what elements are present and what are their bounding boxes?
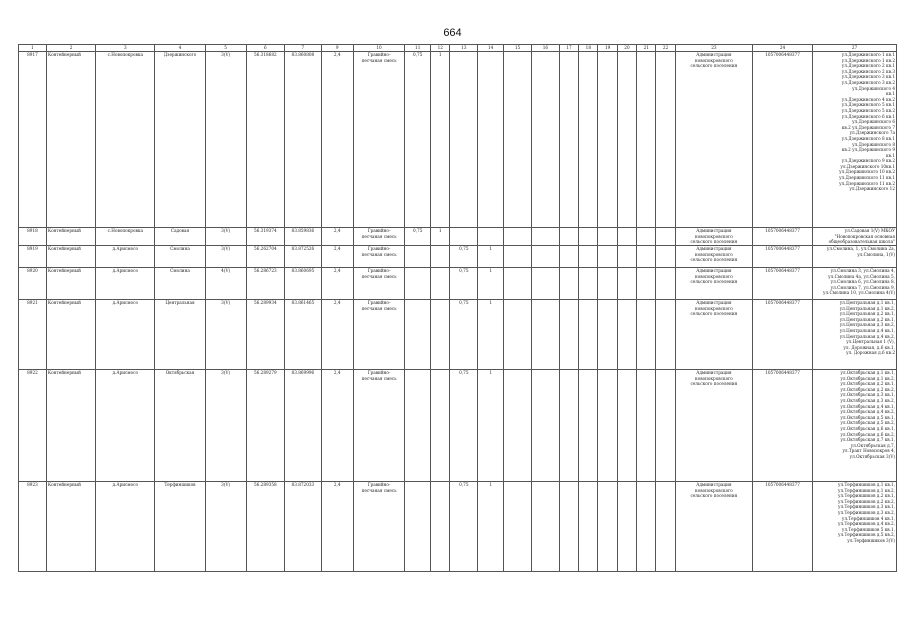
cell-c13: 0,75: [450, 246, 478, 268]
cell-type: Контейнерный: [46, 228, 95, 246]
cell-type: Контейнерный: [46, 268, 95, 300]
cell-owner: Администрация новопокровского сельского поселения: [675, 370, 752, 482]
cell-c16: [531, 246, 559, 268]
cell-c16: [531, 482, 559, 572]
cell-surface: Гравийно- песчаная смесь: [353, 268, 405, 300]
cell-addresses: ул.Терфиншиков д.1 кв.1, ул.Терфиншиков д.1 кв.2, ул.Терфиншиков д.2 кв.1, ул.Терфиншиков д.2 кв.2, ул.Терфиншиков д.3 кв.1, ул.Терфиншиков д.3 кв.2, ул.Терфиншиков 4 кв.1, ул.Терфиншиков д.4 кв.2, ул.Терфиншиков 5 кв.1, ул.Терфиншиков д.5 кв.2, ул.Терфиншиков 3(V): [813, 482, 897, 572]
cell-ogrn: 1057006448377: [753, 482, 813, 572]
cell-street: Дзержинского: [155, 52, 205, 228]
cell-type: Контейнерный: [46, 370, 95, 482]
cell-lon: 83.860808: [285, 52, 321, 228]
column-number-header: 27: [813, 45, 897, 52]
column-number-header: 17: [559, 45, 578, 52]
cell-c16: [531, 268, 559, 300]
cell-ogrn: 1057006448377: [753, 52, 813, 228]
cell-lat: 56.319374: [246, 228, 285, 246]
cell-c20: [617, 370, 636, 482]
cell-c15: [504, 246, 532, 268]
cell-c12: 1: [431, 52, 450, 228]
cell-c20: [617, 52, 636, 228]
cell-lon: 83.872033: [285, 482, 321, 572]
cell-c16: [531, 228, 559, 246]
cell-area: 2,4: [321, 246, 353, 268]
cell-c12: [431, 300, 450, 370]
cell-num: 8918: [19, 228, 47, 246]
cell-lon: 83.860695: [285, 268, 321, 300]
cell-area: 2,4: [321, 482, 353, 572]
cell-c22: [656, 370, 675, 482]
table-row: [19, 52, 897, 228]
cell-c19: [598, 246, 617, 268]
cell-c15: [504, 268, 532, 300]
cell-addresses: ул.Октябрьская д.1 кв.1, ул.Октябрьская д.1 кв.2, ул.Октябрьская д.2 кв.1, ул.Октябрьская д.2 кв.2, ул.Октябрьская д.3 кв.1, ул.Октябрьская д.3 кв.2, ул.Октябрьская д.4 кв.1, ул.Октябрьская д.4 кв.2, ул.Октябрьская д.5 кв.1, ул.Октябрьская д.5 кв.2, ул.Октябрьская д.6 кв.1, ул.Октябрьская д.6 кв.2, ул.Октябрьская д.7 кв.1, ул.Октябрьская д.7, ул.Тракт Новопокров 4, ул.Октябрьская 3(V): [813, 370, 897, 482]
cell-c13: 0,75: [450, 300, 478, 370]
cell-c12: [431, 268, 450, 300]
cell-c19: [598, 52, 617, 228]
cell-c21: [637, 228, 656, 246]
cell-street: Смолина: [155, 246, 205, 268]
cell-c16: [531, 370, 559, 482]
registry-table: [18, 44, 897, 572]
cell-lat: 56.318682: [246, 52, 285, 228]
column-number-header: 14: [478, 45, 504, 52]
column-number-header: 5: [205, 45, 246, 52]
cell-type: Контейнерный: [46, 482, 95, 572]
cell-c14: 1: [478, 482, 504, 572]
cell-c22: [656, 300, 675, 370]
cell-num: 8919: [19, 246, 47, 268]
cell-c12: 1: [431, 228, 450, 246]
cell-c5: 3(V): [205, 482, 246, 572]
cell-c15: [504, 300, 532, 370]
cell-locality: д.Арисмосо: [96, 300, 155, 370]
cell-ogrn: 1057006448377: [753, 268, 813, 300]
cell-c20: [617, 268, 636, 300]
cell-lat: 56.289279: [246, 370, 285, 482]
cell-lon: 83.861465: [285, 300, 321, 370]
cell-lat: 56.286723: [246, 268, 285, 300]
cell-c5: 3(V): [205, 228, 246, 246]
cell-c12: [431, 482, 450, 572]
cell-c21: [637, 482, 656, 572]
column-number-header: 21: [637, 45, 656, 52]
cell-c17: [559, 246, 578, 268]
cell-c11: [405, 370, 431, 482]
cell-c17: [559, 370, 578, 482]
cell-surface: Гравийно- песчаная смесь: [353, 370, 405, 482]
cell-street: Смолина: [155, 268, 205, 300]
cell-street: Терфиншиков: [155, 482, 205, 572]
cell-lat: 56.262704: [246, 246, 285, 268]
column-number-header: 20: [617, 45, 636, 52]
cell-c12: [431, 370, 450, 482]
cell-owner: Администрация новопокровского сельского поселения: [675, 300, 752, 370]
column-number-header: 4: [155, 45, 205, 52]
cell-c22: [656, 228, 675, 246]
cell-c18: [579, 246, 598, 268]
cell-c22: [656, 52, 675, 228]
cell-c21: [637, 246, 656, 268]
cell-c13: [450, 228, 478, 246]
column-number-header: 7: [285, 45, 321, 52]
cell-c18: [579, 370, 598, 482]
cell-c18: [579, 268, 598, 300]
cell-type: Контейнерный: [46, 300, 95, 370]
cell-c15: [504, 370, 532, 482]
cell-c13: 0,75: [450, 370, 478, 482]
cell-num: 8922: [19, 370, 47, 482]
cell-c21: [637, 268, 656, 300]
cell-c11: [405, 246, 431, 268]
cell-c17: [559, 482, 578, 572]
cell-owner: Администрация новопокровского сельского поселения: [675, 52, 752, 228]
column-number-header: 10: [353, 45, 405, 52]
cell-addresses: ул.Садовая 1(V) МКОУ "Новопокровская основная общеобразовательная школа": [813, 228, 897, 246]
cell-street: Октябрьская: [155, 370, 205, 482]
cell-lat: 56.289934: [246, 300, 285, 370]
column-number-row: [19, 45, 897, 52]
cell-c19: [598, 370, 617, 482]
cell-c5: 3(V): [205, 370, 246, 482]
cell-addresses: ул.Смолина, 1, ул.Смолина 2а, ул.Смолина, 1(V): [813, 246, 897, 268]
cell-area: 2,4: [321, 228, 353, 246]
cell-locality: д.Арисмосо: [96, 370, 155, 482]
column-number-header: 11: [405, 45, 431, 52]
cell-locality: с.Новопокровка: [96, 228, 155, 246]
cell-area: 2,4: [321, 52, 353, 228]
column-number-header: 13: [450, 45, 478, 52]
cell-c14: 1: [478, 300, 504, 370]
table-row: [19, 300, 897, 370]
cell-num: 8923: [19, 482, 47, 572]
cell-surface: Гравийно- песчаная смесь: [353, 300, 405, 370]
cell-addresses: ул.Дзержинского 1 кв.1 ул.Дзержинского 1 кв.2 ул.Дзержинского 2 кв.1 ул.Дзержинского 2 кв.3 ул.Дзержинского 3 кв.1 ул.Дзержинского 3 кв.2 ул.Дзержинского 4 кв.1 ул.Дзержинского 4 кв.2 ул.Дзержинского 5 кв.1 ул.Дзержинского 5 кв.2 ул.Дзержинского 6 кв.1 ул.Дзержинского 6 кв.2 ул.Дзержинского 7 ул.Дзержинского 7а ул.Дзержинского 8 кв.1 ул.Дзержинского 8 кв.2 ул.Дзержинского 9 кв.1 ул.Дзержинского 9 кв.2 ул.Дзержинского 10кв.1 ул.Дзержинского 10 кв.2 ул.Дзержинского 11 кв.1 ул.Дзержинского 11 кв.2 ул.Дзержинского 12: [813, 52, 897, 228]
cell-owner: Администрация новопокровского сельского поселения: [675, 228, 752, 246]
cell-street: Центральная: [155, 300, 205, 370]
cell-type: Контейнерный: [46, 52, 95, 228]
cell-c22: [656, 246, 675, 268]
cell-locality: д.Арисмосо: [96, 246, 155, 268]
cell-lat: 56.289358: [246, 482, 285, 572]
cell-c11: 0,75: [405, 228, 431, 246]
cell-owner: Администрация новопокровского сельского поселения: [675, 246, 752, 268]
cell-locality: с.Новопокровка: [96, 52, 155, 228]
cell-owner: Администрация новопокровского сельского поселения: [675, 268, 752, 300]
cell-c22: [656, 268, 675, 300]
cell-type: Контейнерный: [46, 246, 95, 268]
cell-c20: [617, 246, 636, 268]
cell-c5: 3(V): [205, 246, 246, 268]
cell-surface: Гравийно- песчаная смесь: [353, 52, 405, 228]
cell-c16: [531, 300, 559, 370]
table-row: [19, 482, 897, 572]
cell-c16: [531, 52, 559, 228]
cell-area: 2,4: [321, 300, 353, 370]
cell-lon: 83.872526: [285, 246, 321, 268]
cell-c18: [579, 52, 598, 228]
cell-num: 8921: [19, 300, 47, 370]
cell-c15: [504, 228, 532, 246]
cell-c14: [478, 52, 504, 228]
cell-ogrn: 1057006448377: [753, 228, 813, 246]
cell-c17: [559, 228, 578, 246]
cell-c17: [559, 300, 578, 370]
cell-c19: [598, 268, 617, 300]
cell-c14: [478, 228, 504, 246]
cell-c11: [405, 268, 431, 300]
column-number-header: 9: [321, 45, 353, 52]
column-number-header: 22: [656, 45, 675, 52]
cell-c14: 1: [478, 370, 504, 482]
cell-c17: [559, 268, 578, 300]
cell-lon: 83.869996: [285, 370, 321, 482]
cell-c15: [504, 52, 532, 228]
cell-c14: 1: [478, 246, 504, 268]
cell-c5: 4(V): [205, 268, 246, 300]
cell-locality: д.Арисмосо: [96, 482, 155, 572]
table-row: [19, 268, 897, 300]
column-number-header: 1: [19, 45, 47, 52]
cell-c5: 3(V): [205, 300, 246, 370]
cell-num: 8917: [19, 52, 47, 228]
cell-c13: 0,75: [450, 482, 478, 572]
column-number-header: 3: [96, 45, 155, 52]
cell-c18: [579, 228, 598, 246]
column-number-header: 12: [431, 45, 450, 52]
cell-c15: [504, 482, 532, 572]
cell-c21: [637, 300, 656, 370]
cell-c20: [617, 300, 636, 370]
cell-c11: 0,75: [405, 52, 431, 228]
cell-ogrn: 1057006448377: [753, 370, 813, 482]
table-row: [19, 228, 897, 246]
cell-c13: [450, 52, 478, 228]
cell-c20: [617, 482, 636, 572]
cell-surface: Гравийно- песчаная смесь: [353, 482, 405, 572]
cell-c11: [405, 482, 431, 572]
column-number-header: 18: [579, 45, 598, 52]
cell-area: 2,4: [321, 268, 353, 300]
cell-num: 8920: [19, 268, 47, 300]
column-number-header: 24: [753, 45, 813, 52]
cell-c19: [598, 482, 617, 572]
cell-c14: 1: [478, 268, 504, 300]
cell-c21: [637, 52, 656, 228]
cell-ogrn: 1057006448377: [753, 300, 813, 370]
column-number-header: 6: [246, 45, 285, 52]
cell-lon: 83.859836: [285, 228, 321, 246]
column-number-header: 15: [504, 45, 532, 52]
column-number-header: 19: [598, 45, 617, 52]
column-number-header: 23: [675, 45, 752, 52]
cell-surface: Гравийно- песчаная смесь: [353, 228, 405, 246]
cell-c20: [617, 228, 636, 246]
cell-surface: Гравийно- песчаная смесь: [353, 246, 405, 268]
cell-c13: 0,75: [450, 268, 478, 300]
cell-c22: [656, 482, 675, 572]
table-row: [19, 370, 897, 482]
cell-locality: д.Арисмосо: [96, 268, 155, 300]
cell-c19: [598, 228, 617, 246]
cell-ogrn: 1057006448377: [753, 246, 813, 268]
column-number-header: 2: [46, 45, 95, 52]
cell-c19: [598, 300, 617, 370]
column-number-header: 16: [531, 45, 559, 52]
cell-c12: [431, 246, 450, 268]
table-row: [19, 246, 897, 268]
cell-c18: [579, 300, 598, 370]
cell-area: 2,4: [321, 370, 353, 482]
cell-c11: [405, 300, 431, 370]
cell-c5: 3(V): [205, 52, 246, 228]
cell-street: Садовая: [155, 228, 205, 246]
page-number: 664: [443, 27, 462, 39]
cell-addresses: ул.Центральная д.1 кв.1, ул.Центральная д.1 кв.2, ул.Центральная д.2 кв.1, ул.Центральная д.2 кв.1, ул.Центральная д.3 кв.2, ул.Центральная д.4 кв.1, ул.Центральная д.4 кв.2, ул.Центральная 1 (V), ул. Дорожная, д.6 кв.1, ул. Дорожная д.6 кв.2: [813, 300, 897, 370]
cell-owner: Администрация новопокровского сельского поселения: [675, 482, 752, 572]
cell-addresses: ул.Смолина 3, ул.Смолина 4, ул.Смолина 4а, ул.Смолина 5, ул.Смолина 6, ул.Смолина 8, ул.Смолина 7, ул.Смолина 9, ул.Смолина 10, ул.Смолина 4(V): [813, 268, 897, 300]
cell-c17: [559, 52, 578, 228]
cell-c21: [637, 370, 656, 482]
cell-c18: [579, 482, 598, 572]
